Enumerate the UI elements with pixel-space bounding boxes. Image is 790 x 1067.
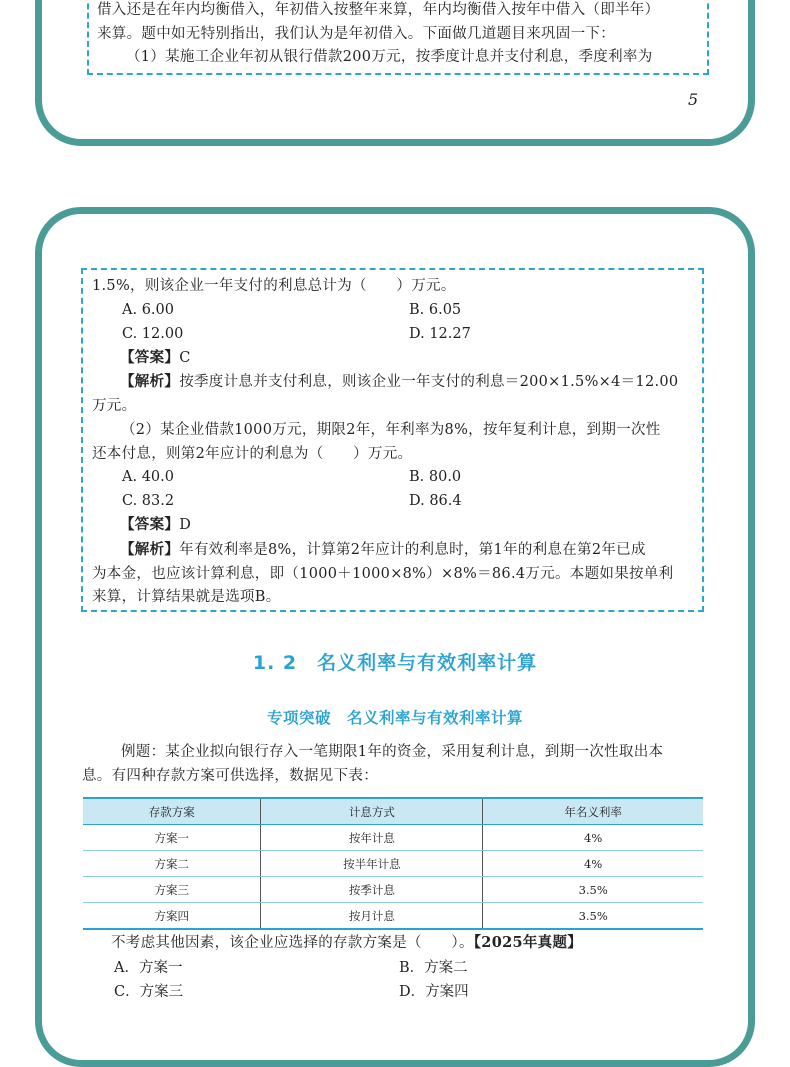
q1-analysis-cont: 万元。 (92, 398, 137, 414)
table-row (83, 903, 703, 930)
q2-analysis-text: 年有效利率是8%，计算第2年应计的利息时，第1年的利息在第2年已成 (179, 542, 646, 558)
question-option-c: C．方案三 (114, 984, 184, 1000)
subsection-title: 专项突破 名义利率与有效利率计算 (266, 708, 523, 727)
question-stem: 不考虑其他因素，该企业应选择的存款方案是（ ）。 (111, 935, 474, 951)
header-method: 计息方式 (261, 798, 483, 825)
table-row (83, 825, 703, 851)
q1-analysis-text: 按季度计息并支付利息，则该企业一年支付的利息＝200×1.5%×4＝12.00 (179, 374, 679, 390)
q2-analysis-cont-2: 来算，计算结果就是选项B。 (92, 589, 281, 605)
cell-method: 按季计息 (261, 877, 483, 903)
table-row (83, 877, 703, 903)
cell-plan: 方案一 (83, 825, 261, 851)
cell-plan: 方案二 (83, 851, 261, 877)
cell-plan: 方案四 (83, 903, 261, 930)
table-row (83, 851, 703, 877)
exam-year-tag: 【2025年真题】 (473, 934, 583, 951)
top-text-line-2: 来算。题中如无特别指出，我们认为是年初借入。下面做几道题目来巩固一下： (97, 26, 615, 42)
q1-answer-value: C (179, 350, 191, 366)
q1-option-b: B. 6.05 (409, 302, 462, 318)
q2-line-1: （2）某企业借款1000万元，期限2年，年利率为8%，按年复利计息，到期一次性 (121, 422, 661, 438)
question-option-d: D．方案四 (399, 984, 469, 1000)
q2-analysis-cont-1: 为本金，也应该计算利息，即（1000＋1000×8%）×8%＝86.4万元。本题如果按单利 (92, 566, 674, 582)
cell-rate: 4% (483, 851, 703, 877)
cell-rate: 4% (483, 825, 703, 851)
example-questions-box (81, 268, 704, 612)
cell-method: 按月计息 (261, 903, 483, 930)
header-rate: 年名义利率 (483, 798, 703, 825)
cell-rate: 3.5% (483, 877, 703, 903)
q1-option-c: C. 12.00 (122, 326, 184, 342)
q1-answer (120, 348, 191, 368)
q1-analysis (120, 372, 678, 392)
q1-option-d: D. 12.27 (409, 326, 471, 342)
q2-answer-label: 【答案】 (120, 516, 180, 533)
q2-analysis-label: 【解析】 (120, 541, 180, 558)
q2-option-c: C. 83.2 (122, 493, 175, 509)
deposit-plans-table (83, 797, 703, 930)
q2-answer-value: D (179, 517, 192, 533)
cell-rate: 3.5% (483, 903, 703, 930)
q2-line-2: 还本付息，则第2年应计的利息为（ ）万元。 (92, 446, 413, 462)
q1-answer-label: 【答案】 (120, 349, 180, 366)
cell-method: 按半年计息 (261, 851, 483, 877)
cell-plan: 方案三 (83, 877, 261, 903)
q2-option-b: B. 80.0 (409, 469, 462, 485)
q2-option-a: A. 40.0 (122, 469, 174, 485)
top-text-line-1: 借入还是在年内均衡借入，年初借入按整年来算，年内均衡借入按年中借入（即半年） (97, 2, 660, 18)
section-title: 1. 2 名义利率与有效利率计算 (252, 652, 538, 674)
example-line-1: 例题：某企业拟向银行存入一笔期限1年的资金，采用复利计息，到期一次性取出本 (121, 744, 664, 760)
cell-method: 按年计息 (261, 825, 483, 851)
question-text (82, 933, 582, 953)
question-option-a: A．方案一 (114, 960, 183, 976)
q2-answer (120, 515, 191, 535)
q1-option-a: A. 6.00 (122, 302, 174, 318)
q1-continued: 1.5%，则该企业一年支付的利息总计为（ ）万元。 (92, 278, 456, 294)
table-header-row (83, 798, 703, 825)
q2-option-d: D. 86.4 (409, 493, 462, 509)
question-option-b: B．方案二 (399, 960, 468, 976)
top-text-line-3: （1）某施工企业年初从银行借款200万元，按季度计息并支付利息，季度利率为 (126, 49, 653, 65)
header-plan: 存款方案 (83, 798, 261, 825)
q1-analysis-label: 【解析】 (120, 373, 180, 390)
q2-analysis (120, 540, 646, 560)
example-line-2: 息。有四种存款方案可供选择，数据见下表： (82, 768, 378, 784)
page-number: 5 (688, 90, 699, 109)
